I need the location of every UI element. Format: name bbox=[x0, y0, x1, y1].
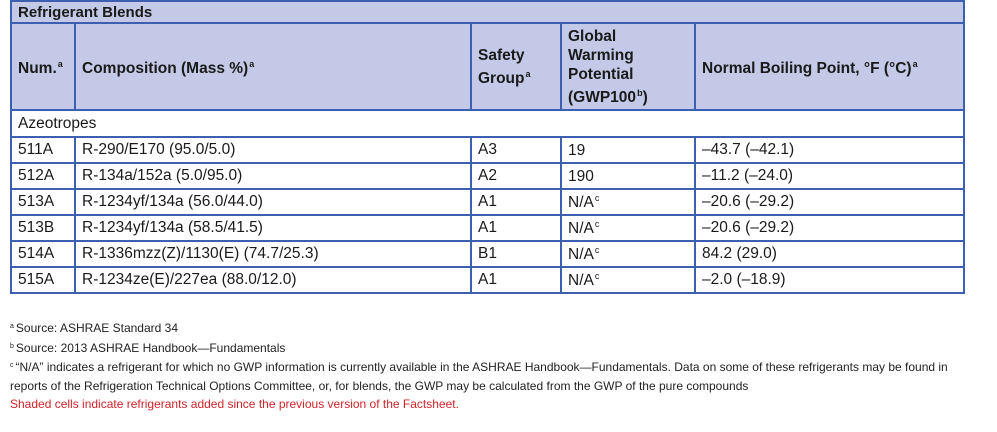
cell-boiling: 84.2 (29.0) bbox=[695, 241, 964, 267]
cell-safety: A3 bbox=[471, 137, 561, 163]
table-row bbox=[11, 267, 964, 293]
header-gwp: Global Warming Potential (GWP100$^b$) bbox=[561, 23, 695, 110]
cell-composition: R-1234yf/134a (58.5/41.5) bbox=[75, 215, 471, 241]
footnote-b: $^b$ Source: 2013 ASHRAE Handbook—Fundamentals bbox=[10, 340, 286, 355]
header-composition: Composition (Mass %)$^a$ bbox=[75, 23, 471, 110]
cell-composition: R-134a/152a (5.0/95.0) bbox=[75, 163, 471, 189]
cell-num: 514A bbox=[11, 241, 75, 267]
cell-gwp: $N/A^c$ bbox=[561, 267, 695, 293]
shaded-cells-note: Shaded cells indicate refrigerants added since the previous version of the Factsheet. bbox=[10, 397, 459, 411]
table-header-row bbox=[11, 23, 964, 110]
footnote-c-continued: reports of the Refrigeration Technical Options Committee, or, for blends, the GWP may be calculated from the GWP of the pure compounds bbox=[10, 378, 749, 393]
table-row bbox=[11, 215, 964, 241]
cell-boiling: –11.2 (–24.0) bbox=[695, 163, 964, 189]
header-num: Num.$^a$ bbox=[11, 23, 75, 110]
refrigerant-blends-table-wrap bbox=[10, 0, 963, 294]
cell-safety: A1 bbox=[471, 267, 561, 293]
cell-boiling: –2.0 (–18.9) bbox=[695, 267, 964, 293]
footnote-a: $^a$ Source: ASHRAE Standard 34 bbox=[10, 321, 178, 335]
cell-num: 511A bbox=[11, 137, 75, 163]
cell-composition: R-1234ze(E)/227ea (88.0/12.0) bbox=[75, 267, 471, 293]
table-title-row bbox=[11, 1, 964, 23]
cell-composition: R-1234yf/134a (56.0/44.0) bbox=[75, 189, 471, 215]
cell-gwp: 19 bbox=[561, 137, 695, 163]
cell-safety: B1 bbox=[471, 241, 561, 267]
table-row bbox=[11, 241, 964, 267]
cell-gwp: 190 bbox=[561, 163, 695, 189]
footnote-c: $^c$ “N/A” indicates a refrigerant for which no GWP information is currently available in the ASHRAE Handbook—Fundamentals. Data on some of these refrigerants may be found in bbox=[10, 360, 948, 374]
cell-boiling: –20.6 (–29.2) bbox=[695, 189, 964, 215]
table-row bbox=[11, 137, 964, 163]
cell-gwp: $N/A^c$ bbox=[561, 241, 695, 267]
header-boiling-point: Normal Boiling Point, °F $(^\circ C)^a$ bbox=[695, 23, 964, 110]
refrigerant-blends-table bbox=[10, 0, 965, 294]
cell-boiling: –20.6 (–29.2) bbox=[695, 215, 964, 241]
table-row bbox=[11, 163, 964, 189]
cell-composition: R-1336mzz(Z)/1130(E) (74.7/25.3) bbox=[75, 241, 471, 267]
table-title: Refrigerant Blends bbox=[11, 1, 964, 23]
cell-num: 515A bbox=[11, 267, 75, 293]
group-label: Azeotropes bbox=[11, 110, 964, 137]
cell-gwp: $N/A^c$ bbox=[561, 215, 695, 241]
cell-composition: R-290/E170 (95.0/5.0) bbox=[75, 137, 471, 163]
cell-gwp: $N/A^c$ bbox=[561, 189, 695, 215]
cell-num: 513B bbox=[11, 215, 75, 241]
cell-safety: A2 bbox=[471, 163, 561, 189]
table-row bbox=[11, 189, 964, 215]
header-safety-group: Safety Group$^a$ bbox=[471, 23, 561, 110]
cell-safety: A1 bbox=[471, 189, 561, 215]
cell-boiling: –43.7 (–42.1) bbox=[695, 137, 964, 163]
cell-num: 513A bbox=[11, 189, 75, 215]
cell-safety: A1 bbox=[471, 215, 561, 241]
cell-num: 512A bbox=[11, 163, 75, 189]
group-row-azeotropes bbox=[11, 110, 964, 137]
footnotes bbox=[10, 318, 970, 414]
